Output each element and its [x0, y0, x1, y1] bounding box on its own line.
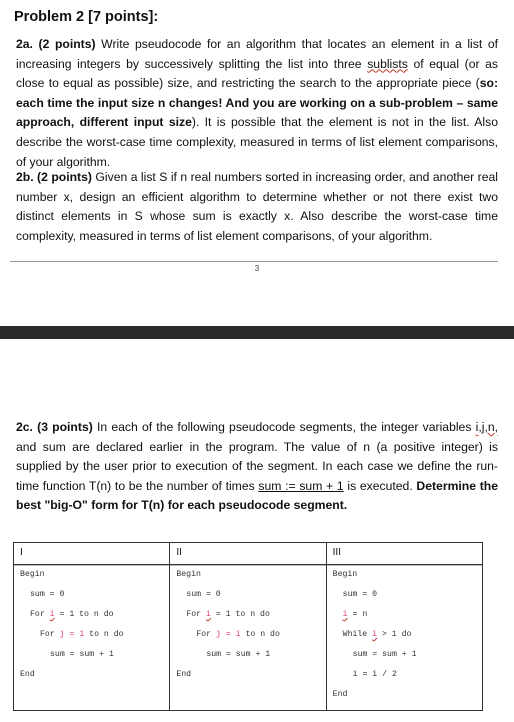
inner-loop-line: For j = 1 to n do	[40, 630, 124, 639]
halve-line: i = i / 2	[352, 670, 397, 679]
column-header-iii: III	[326, 543, 482, 565]
end-line: End	[20, 670, 35, 679]
part-a-paragraph: 2a. (2 points) Write pseudocode for an algorithm that locates an element in a list of increasing integers by successively splitting the list into three sublists of equal (or as close to equal as possible) size, and restricting the search to the appropriate piece (so: each time the input size n changes! And you are working on a sub-problem – same approach, different input size). It is possible that the element is not in the list. Also describe the worst-case time complexity, measured in terms of list element comparisons, of your algorithm.	[16, 37, 499, 169]
part-c-instruction: Determine the best "big-O" form for T(n) for each pseudocode segment.	[16, 478, 499, 513]
counted-statement: sum := sum + 1	[258, 478, 344, 493]
outer-loop-line: For i = 1 to n do	[30, 610, 114, 619]
begin-line: Begin	[176, 570, 201, 579]
segment-i	[14, 565, 170, 711]
variables-list: i,j,n,	[475, 420, 498, 434]
inner-loop-line: For j = i to n do	[196, 630, 280, 639]
init-line: sum = 0	[30, 590, 65, 599]
begin-line: Begin	[332, 570, 358, 579]
page-number: 3	[254, 264, 260, 273]
part-a-emphasis: so: each time the input size n changes! And you are working on a sub-problem – same approach, different input size	[16, 76, 498, 130]
problem-title: Problem 2 [7 points]:	[14, 9, 159, 25]
init-line: sum = 0	[186, 590, 221, 599]
page-break-band	[0, 326, 514, 339]
column-header-i: I	[14, 543, 170, 565]
end-line: End	[176, 670, 192, 679]
increment-line: sum = sum + 1	[352, 650, 417, 659]
assign-line: i = n	[342, 610, 368, 619]
segment-iii	[326, 565, 482, 711]
part-b-paragraph: 2b. (2 points) Given a list S if n real numbers sorted in increasing order, and another real number x, design an efficient algorithm to determine whether or not there exist two distinct elements in S whose sum is exactly x. Also describe the worst-case time complexity, measured in terms of list element comparisons, of your algorithm.	[16, 170, 499, 243]
part-b-label: 2b. (2 points)	[16, 170, 92, 184]
part-c-paragraph: 2c. (3 points) In each of the following pseudocode segments, the integer variables i,j,n, and sum are declared earlier in the program. The value of n (a positive integer) is supplied by the user prior to execution of the segment. In each case we define the run-time function T(n) to be the number of times sum := sum + 1 is executed. Determine the best "big-O" form for T(n) for each pseudocode segment.	[16, 420, 499, 513]
column-header-ii: II	[170, 543, 326, 565]
page-divider	[10, 261, 498, 262]
part-a-label: 2a. (2 points)	[16, 37, 96, 51]
init-line: sum = 0	[342, 590, 378, 599]
outer-loop-line: For i = 1 to n do	[186, 610, 270, 619]
increment-line: sum = sum + 1	[50, 650, 114, 659]
while-line: While i > 1 do	[342, 630, 412, 639]
segment-ii	[170, 565, 326, 711]
end-line: End	[332, 690, 348, 699]
pseudocode-table	[13, 542, 483, 711]
sublists-word: sublists	[367, 56, 408, 71]
part-c-label: 2c. (3 points)	[16, 420, 93, 434]
increment-line: sum = sum + 1	[206, 650, 271, 659]
begin-line: Begin	[20, 570, 45, 579]
